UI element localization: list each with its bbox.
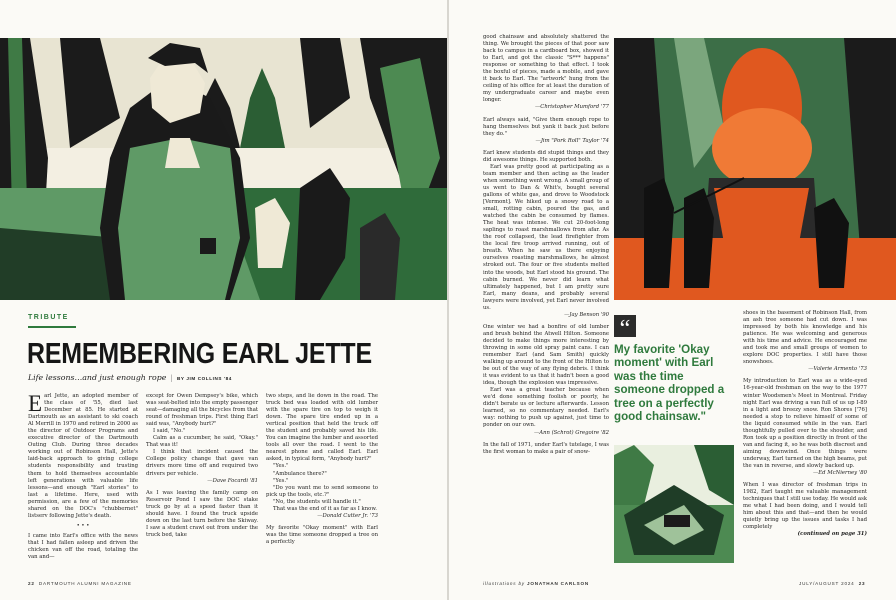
paragraph: except for Owen Dempsey's bike, which was seat-belted into the empty passenger seat—damaging all the bicycles from that round of freshman trips. First thing Earl said was, "Anybody hurt?"	[146, 393, 258, 428]
section-kicker: TRIBUTE	[28, 314, 69, 321]
paragraph: Earl was a great teacher because when we'd done something foolish or poorly, he didn't berate us or lecture afterwards. Lesson learned, so no commentary needed. Earl's way: nothing to push up against, just time to ponder on our own.	[483, 387, 609, 429]
quote-icon: “	[614, 315, 636, 337]
left-footer	[28, 581, 132, 586]
byline: BY JIM COLLINS '84	[176, 376, 232, 381]
page-number: 22	[28, 581, 35, 586]
dialogue-line: "Yes."	[273, 463, 289, 470]
attribution: —Christopher Mumford '77	[535, 104, 609, 111]
paragraph: good chainsaw and absolutely shattered the thing. We brought the pieces of that poor saw back to campus in a cardboard box, showed it to Earl, and got the classic "S*** happens" response or something to that effect. I took the boxful of pieces, made a mobile, and gave it back to Earl. The "artwork" hung from the ceiling of his office for at least the duration of my undergraduate career and maybe even longer.	[483, 34, 609, 104]
magazine-name: DARTMOUTH ALUMNI MAGAZINE	[38, 581, 132, 586]
paragraph: two steps, and lie down in the road. The truck bed was loaded with old lumber with the spare tire on top to weigh it down. The spare tire ended up in a vertical position that held the truck off the student and probably saved his life. You can imagine the lumber and assorted tools all over the road. I went to the nearest phone and called Earl. Earl asked, in typical form, "Anybody hurt?"	[266, 393, 378, 463]
attribution: —Dave Focardi '81	[207, 477, 258, 484]
attribution: —Ed McNierney '80	[812, 470, 867, 477]
attribution: —Valerie Armento '73	[808, 366, 867, 373]
dialogue-line: "Do you want me to send someone to pick up the tools, etc.?"	[266, 484, 378, 498]
paragraph: Earl was pretty good at participating as a team member and then acting as the leader when something went wrong. A small group of us went to Dan & Whit's, bought several gallons of white gas, and drove to Woodstock [Vermont]. We hiked up a snowy road to a small, rotting cabin, poured the gas, and watched the cabin be consumed by flames. The heat was intense. We cut 20-foot-long saplings to roast marshmallows from afar. As the roof collapsed, the lead firefighter from the local fire troop arrived running, out of breath. When he saw us there enjoying ourselves roasting marshmallows, he almost stroked out. The four or five students melted into the woods, but Earl stood his ground. The cabin burned. We never did learn what ultimately happened, but I am pretty sure Earl, many deans, and probably several lawyers were involved, yet Earl never involved us.	[483, 163, 609, 311]
paragraph: My favorite "Okay moment" with Earl was the time someone dropped a tree on a perfectly	[266, 524, 378, 545]
left-column-2	[146, 393, 258, 539]
article-deck	[28, 373, 232, 382]
kicker-rule	[28, 326, 76, 328]
broken-chainsaw-illustration	[614, 445, 734, 563]
paragraph: I said, "No."	[153, 428, 186, 435]
right-column-1	[483, 34, 609, 456]
cabin-fire-illustration	[614, 38, 896, 300]
paragraph: Earl knew students did stupid things and they did awesome things. He supported both.	[483, 149, 609, 163]
section-dots: • • •	[76, 522, 90, 529]
drop-cap: E	[28, 391, 43, 416]
paragraph: In the fall of 1971, under Earl's tutelage, I was the first woman to make a pair of snow-	[483, 441, 609, 455]
page-number: 23	[858, 581, 866, 586]
pull-quote	[614, 315, 734, 423]
paragraph: I came into Earl's office with the news that I had fallen asleep and driven the chicken van off the road, totaling the van and—	[28, 532, 138, 561]
left-page	[0, 0, 447, 600]
left-column-3	[266, 393, 378, 546]
credit-label: illustrations by	[483, 581, 525, 586]
deck-separator: |	[170, 373, 173, 382]
deck-text: Life lessons…and just enough rope	[28, 373, 167, 382]
right-page	[449, 0, 896, 600]
paragraph: As I was leaving the family camp on Reservoir Pond I saw the DOC stake truck go by at a speed faster than it should have. I found the truck upside down on the last turn before the Skiway. I saw a student crawl out from under the truck bed, take	[146, 489, 258, 538]
article-headline: REMEMBERING EARL JETTE	[27, 338, 372, 370]
paragraph: Earl always said, "Give them enough rope to hang themselves but yank it back just before they do."	[483, 116, 609, 137]
right-footer	[799, 581, 865, 586]
attribution: —Jay Benson '90	[564, 311, 609, 318]
paragraph: Calm as a cucumber, he said, "Okay." That was it!	[146, 435, 258, 449]
paragraph: One winter we had a bonfire of old lumber and brush behind the Atwell Hilton. Someone decided to make things more interesting by throwing in some old spray paint cans. I can remember Earl (and Sam Smith) quickly walking up around to the front of the Hilton to be out of the way of any flying debris. I think it was evident to us that it hadn't been a good idea, though the explosion was impressive.	[483, 323, 609, 387]
issue-date: JULY/AUGUST 2024	[799, 581, 855, 586]
paragraph: shoes in the basement of Robinson Hall, from an ash tree someone had cut down. I was impressed by both his knowledge and his patience. He was welcoming and generous with his time and advice. He encouraged me and took me and small groups of women to explore DOC properties. I still have those snowshoes.	[743, 310, 867, 366]
left-column-1	[28, 393, 138, 561]
attribution: —Donald Cutter Jr. '73	[317, 512, 378, 519]
pull-quote-text: My favorite 'Okay moment' with Earl was the time someone dropped a tree on a perfectly good chainsaw."	[614, 343, 725, 424]
attribution: —Jim "Pork Roll" Taylor '74	[535, 137, 609, 144]
outdoor-group-portrait-illustration	[0, 38, 447, 300]
paragraph: I think that incident caused the College policy change that gave van drivers more time off and required two drivers per vehicle.	[146, 449, 258, 477]
dialogue-line: That was the end of it as far as I know.	[273, 505, 377, 512]
credit-name: JONATHAN CARLSON	[526, 581, 589, 586]
attribution: —Ann (Schrot) Gregoire '82	[533, 429, 609, 436]
right-column-2	[743, 310, 867, 538]
paragraph: My introduction to Earl was as a wide-eyed 16-year-old freshman on the way to the 1977 winter Woodsmen's Meet in Montreal. Friday night Earl was driving a van full of us up I-89 in a light and breezy snow. Ron Shores ['76] needed a stop to relieve himself of some of the liquid consumed while in the van. Earl thoughtfully pulled over to the shoulder, and Ron took up a position directly in front of the van and facing it, so he was both discreet and aiming downwind. Once things were underway, Earl turned on the high beams, put the van in reverse, and slowly backed up.	[743, 378, 867, 469]
paragraph: arl Jette, an adopted member of the class of '55, died last December at 85. He started at Dartmouth as an assistant to ski coach Al Merrill in 1970 and retired in 2000 as the director of Outdoor Programs and executive director of the Dartmouth Outing Club. During three decades working out of Robinson Hall, Jette's laid-back approach to giving college students responsibility and trusting them to hold themselves accountable left generations with valuable life lessons—and enough "Earl stories" to last a lifetime. Here, used with permission, are a few of the memories shared on the DOC's "chubbernet" listserv following Jette's death.	[28, 393, 138, 519]
illustration-credit	[483, 581, 589, 586]
paragraph: When I was director of freshman trips in 1982, Earl taught me valuable management techniques that I still use today. He would ask me what I had been doing, and I would tell him about this and that—and then he would quietly bring up the issues and tasks I had completely	[743, 482, 867, 531]
dialogue-line: "Ambulance there?"	[273, 470, 327, 477]
dialogue-line: "No, the students will handle it."	[273, 498, 361, 505]
continuation-note: (continued on page 31)	[797, 531, 867, 538]
dialogue-line: "Yes."	[273, 477, 289, 484]
